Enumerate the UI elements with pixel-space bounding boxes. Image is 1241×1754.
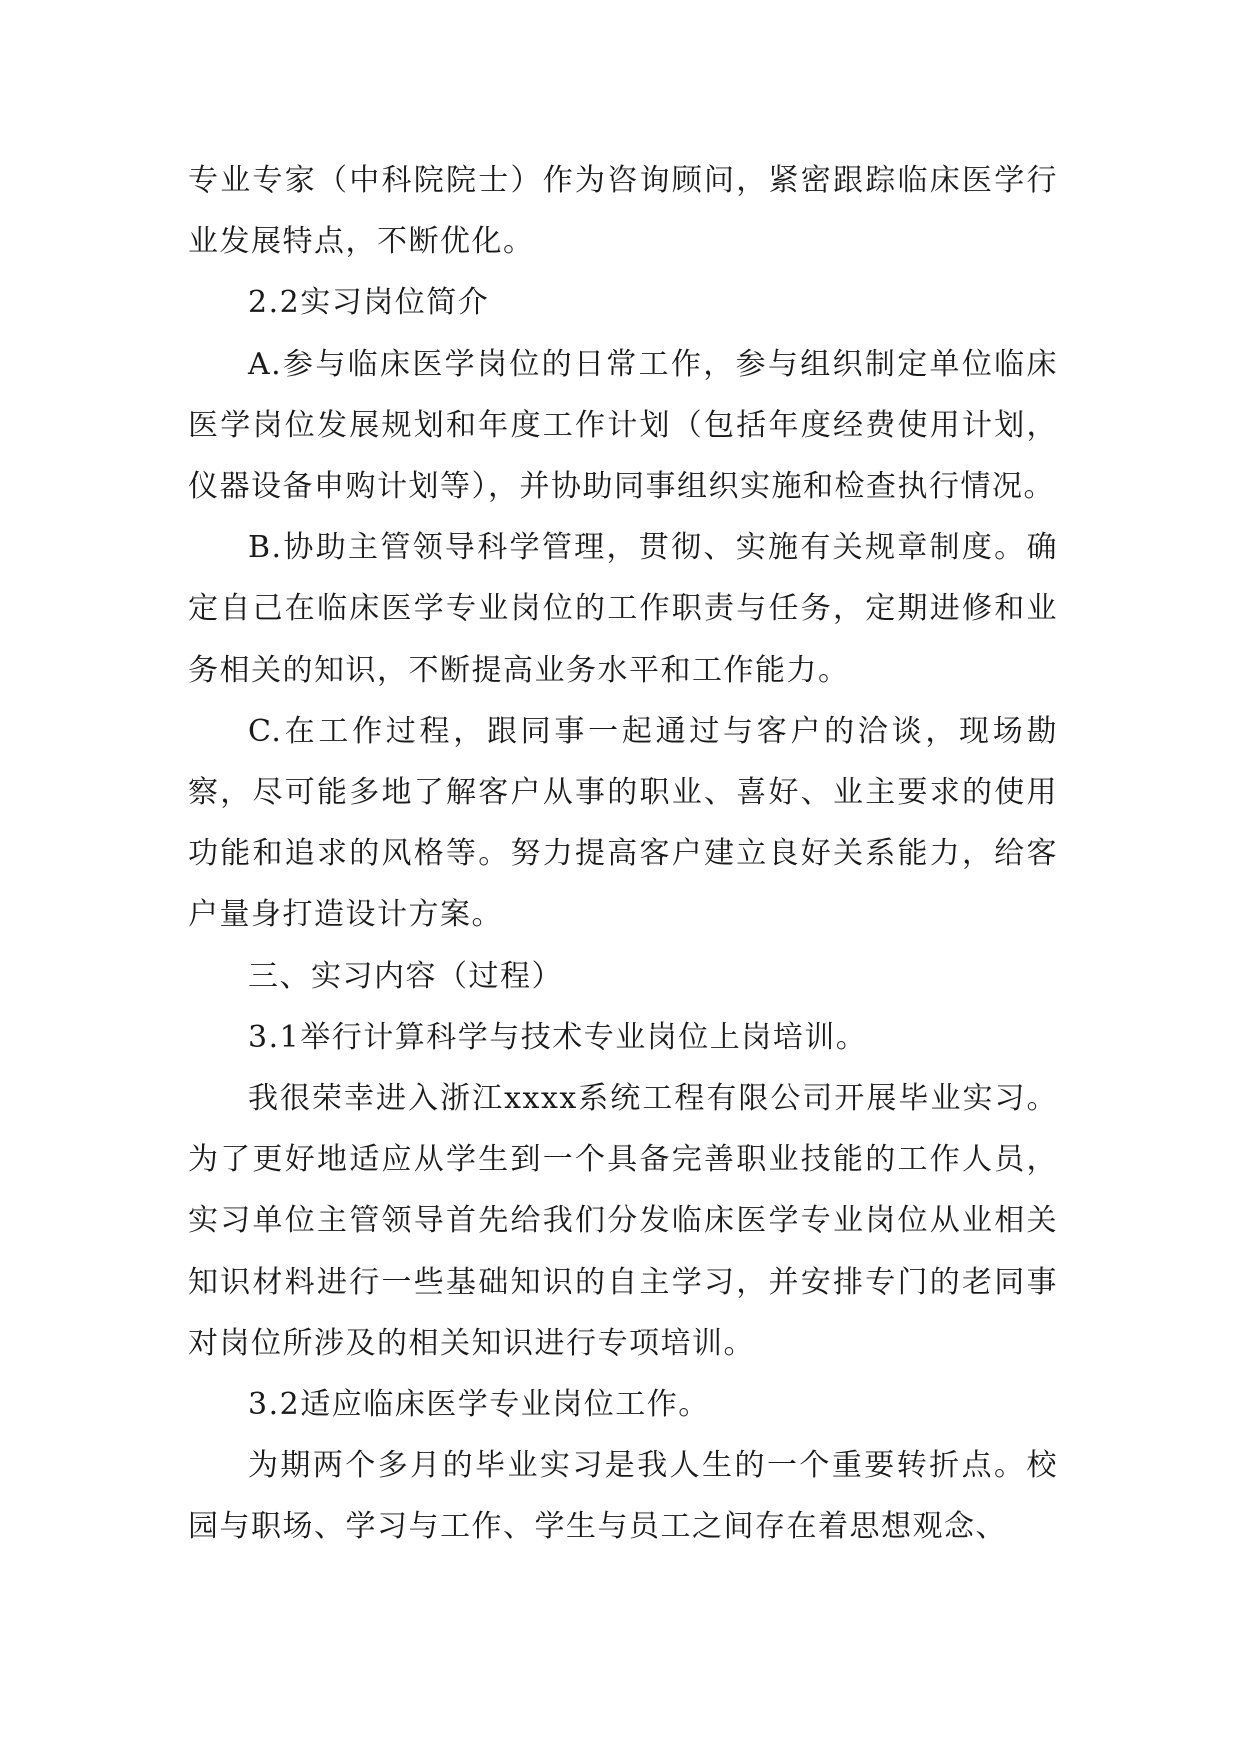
- document-body: [188, 150, 1058, 1558]
- section-heading-3-1: 3.1举行计算科学与技术专业岗位上岗培训。: [248, 1019, 868, 1055]
- section-heading-3: 三、实习内容（过程）: [248, 958, 563, 994]
- paragraph-continuation: 专业专家（中科院院士）作为咨询顾问，紧密跟踪临床医学行业发展特点，不断优化。: [188, 163, 1058, 260]
- paragraph-item-c: C.在工作过程，跟同事一起通过与客户的洽谈，现场勘察，尽可能多地了解客户从事的职业、喜好、业主要求的使用功能和追求的风格等。努力提高客户建立良好关系能力，给客户量身打造设计方案。: [188, 713, 1058, 933]
- paragraph-turning-point: 为期两个多月的毕业实习是我人生的一个重要转折点。校园与职场、学习与工作、学生与员工之间存在着思想观念、: [188, 1448, 1058, 1545]
- paragraph-item-a: A.参与临床医学岗位的日常工作，参与组织制定单位临床医学岗位发展规划和年度工作计划（包括年度经费使用计划，仪器设备申购计划等），并协助同事组织实施和检查执行情况。: [188, 346, 1058, 505]
- section-heading-2-2: 2.2实习岗位简介: [248, 285, 490, 321]
- paragraph-item-b: B.协助主管领导科学管理，贯彻、实施有关规章制度。确定自己在临床医学专业岗位的工作职责与任务，定期进修和业务相关的知识，不断提高业务水平和工作能力。: [188, 530, 1058, 688]
- section-heading-3-2: 3.2适应临床医学专业岗位工作。: [248, 1387, 710, 1423]
- paragraph-training: 我很荣幸进入浙江xxxx系统工程有限公司开展毕业实习。为了更好地适应从学生到一个具备完善职业技能的工作人员，实习单位主管领导首先给我们分发临床医学专业岗位从业相关知识材料进行一些基础知识的自主学习，并安排专门的老同事对岗位所涉及的相关知识进行专项培训。: [188, 1081, 1058, 1361]
